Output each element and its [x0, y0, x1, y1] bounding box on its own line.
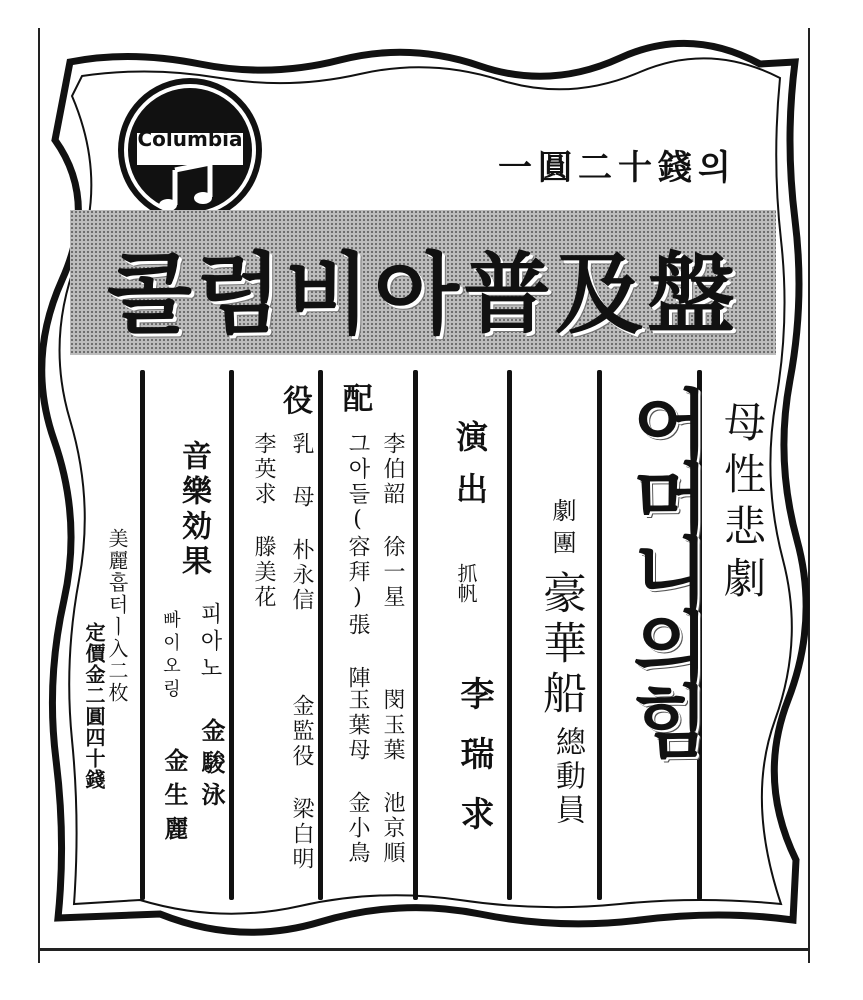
troupe-prefix: 劇團	[548, 498, 576, 562]
column-divider	[229, 370, 234, 900]
cast-heading: 配	[343, 382, 373, 417]
piano-name: 金駿泳	[197, 718, 226, 814]
column-divider	[318, 370, 323, 900]
piano-role: 피아노	[197, 602, 222, 683]
title-banner	[70, 210, 776, 355]
cast-entry: 閔玉葉 池京順	[380, 688, 405, 866]
cast-entry: 李伯韶 徐一星	[380, 432, 405, 610]
cast-entry: 乳 母 朴永信	[289, 432, 314, 613]
logo-text: Columbia	[137, 127, 243, 151]
troupe-name: 豪華船	[535, 570, 586, 720]
cast-entry: 玉葉母 金小鳥	[345, 688, 370, 866]
cast-entry: 李英求 滕美花	[251, 432, 276, 610]
drama-genre: 母性悲劇	[718, 400, 767, 608]
troupe-suffix: 總動員	[550, 726, 585, 828]
director-name: 李瑞求	[454, 676, 494, 856]
price-header: 一圓二十錢의	[498, 148, 737, 188]
columbia-logo	[115, 75, 265, 225]
violin-name: 金生麗	[160, 748, 189, 850]
cast-heading: 役	[283, 384, 313, 419]
price-total: 定價金二圓四十錢	[82, 622, 106, 790]
column-divider	[597, 370, 602, 900]
cast-entry: 그아들(容拜)張 陣	[345, 432, 370, 691]
drama-title: 어머니의힘	[619, 385, 709, 755]
column-divider	[140, 370, 145, 900]
column-divider	[507, 370, 512, 900]
column-divider	[413, 370, 418, 900]
direction-role: 抓帆	[454, 563, 478, 603]
cast-entry: 金監役 梁白明	[289, 694, 314, 872]
violin-role: 빠이오링	[160, 610, 181, 702]
music-heading: 音樂効果	[176, 440, 211, 580]
direction-heading: 演出	[451, 420, 489, 524]
record-info: 美麗흡터ㅣ入二枚	[105, 528, 129, 704]
banner-title: 콜럼비아普及盤	[106, 243, 740, 346]
